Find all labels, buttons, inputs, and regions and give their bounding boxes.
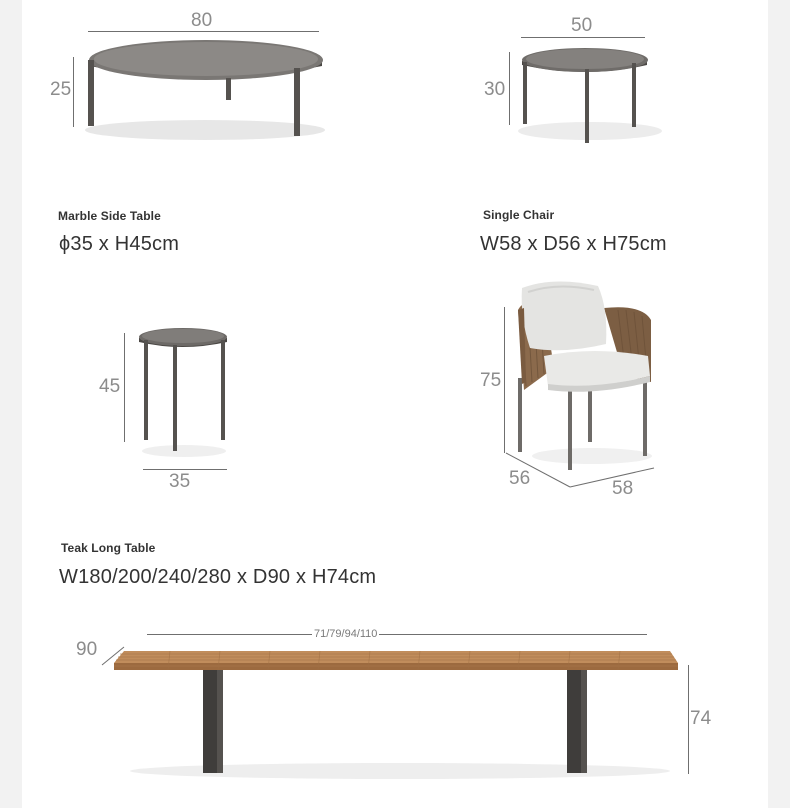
chair-height-line (504, 307, 505, 453)
coffee-table-image (80, 38, 340, 148)
chair-image (514, 278, 659, 478)
round-table-height-label: 30 (484, 79, 506, 100)
coffee-table-width-label: 80 (191, 10, 213, 31)
long-table-height-label: 74 (690, 708, 712, 729)
round-table-width-line (521, 37, 645, 38)
round-table-height-line (509, 52, 510, 125)
round-table-image (515, 45, 685, 145)
side-table-dimensions: ϕ35 x H45cm (59, 233, 180, 255)
chair-height-label: 75 (480, 370, 502, 391)
chair-name: Single Chair (483, 208, 555, 222)
coffee-table-width-line (88, 31, 319, 32)
long-table-name: Teak Long Table (61, 541, 156, 555)
side-table-height-label: 45 (99, 376, 121, 397)
long-table-depth-label: 90 (76, 639, 98, 660)
chair-width-label: 58 (612, 478, 634, 499)
round-table-width-label: 50 (571, 15, 593, 36)
side-table-image (136, 325, 236, 460)
long-table-image (110, 645, 685, 780)
long-table-height-line (688, 665, 689, 774)
long-table-width-label: 71/79/94/110 (314, 628, 378, 640)
coffee-table-height-line (73, 57, 74, 127)
long-table-width-line (147, 634, 647, 635)
side-table-width-line (143, 469, 227, 470)
side-table-width-label: 35 (169, 471, 191, 492)
chair-dimensions: W58 x D56 x H75cm (480, 233, 667, 255)
chair-depth-label: 56 (509, 468, 531, 489)
side-table-height-line (124, 333, 125, 442)
side-table-name: Marble Side Table (58, 209, 161, 223)
long-table-dimensions: W180/200/240/280 x D90 x H74cm (59, 566, 377, 588)
coffee-table-height-label: 25 (50, 79, 72, 100)
